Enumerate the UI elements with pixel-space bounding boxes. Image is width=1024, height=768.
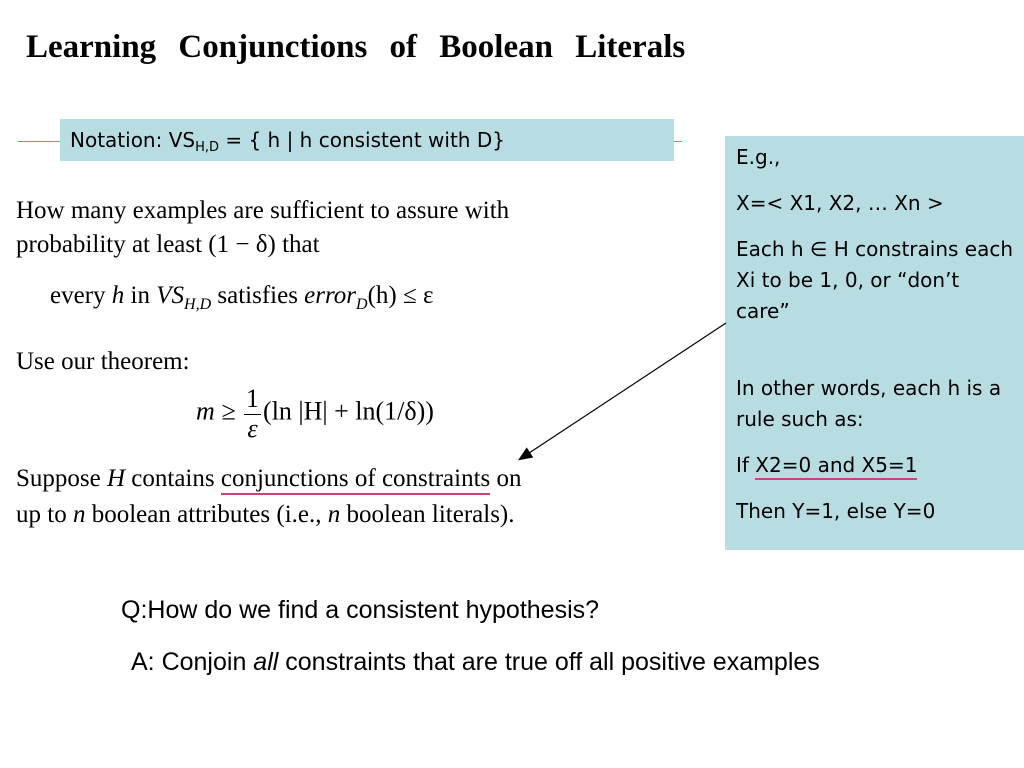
answer-prefix: A: Conjoin (131, 648, 254, 676)
error-symbol: error (304, 282, 357, 309)
upto-text: up to (16, 501, 73, 528)
answer-suffix: constraints that are true off all positive examples (278, 648, 820, 676)
notation-suffix: = { h | h consistent with D} (219, 128, 505, 152)
H-symbol: H (106, 465, 126, 492)
arrow-line (520, 323, 726, 459)
suppose-word: Suppose (16, 465, 107, 492)
x-definition: X=< X1, X2, … Xn > (736, 191, 944, 215)
vs-subscript: H,D (184, 296, 212, 313)
fraction-numerator: 1 (246, 384, 260, 413)
satisfies-text: satisfies (211, 282, 305, 309)
h-symbol: h (111, 282, 125, 309)
contains-word: contains (125, 465, 221, 492)
slide-title: Learning Conjunctions of Boolean Literals (26, 29, 686, 65)
question-q: Q:How do we find a consistent hypothesis? (121, 596, 600, 624)
error-bound: (h) ≤ ε (367, 282, 434, 309)
question-line-2: probability at least (1 − δ) that (16, 231, 320, 258)
literals-text: boolean literals). (340, 501, 515, 528)
error-subscript: D (356, 296, 368, 313)
vs-symbol: VS (156, 282, 185, 309)
if-condition: X2=0 and X5=1 (755, 453, 917, 480)
notation-subscript: H,D (195, 140, 219, 155)
then-line: Then Y=1, else Y=0 (736, 499, 936, 523)
question-line-1: How many examples are sufficient to assure with (16, 197, 510, 224)
on-word: on (490, 465, 522, 492)
formula-rhs: (ln |H| + ln(1/δ)) (263, 396, 434, 426)
every-text: every (50, 282, 112, 309)
answer-a (131, 648, 820, 677)
fraction-denominator: ε (247, 414, 258, 443)
notation-prefix: Notation: VS (70, 128, 196, 152)
rule-description: In other words, each h is a rule such as: (736, 376, 1002, 431)
in-text: in (124, 282, 157, 309)
use-theorem: Use our theorem: (16, 348, 190, 375)
constraint-description: Each h ∈ H constrains each Xi to be 1, 0, or “don’t care” (736, 237, 1014, 323)
n-symbol-1: n (72, 501, 86, 528)
if-word: If (736, 453, 756, 477)
eg-label: E.g., (736, 145, 781, 169)
formula-lhs: m ≥ (196, 396, 243, 426)
attributes-text: boolean attributes (i.e., (85, 501, 328, 528)
conjunctions-phrase: conjunctions of constraints (221, 465, 490, 495)
n-symbol-2: n (327, 501, 341, 528)
answer-emphasis: all (253, 648, 279, 676)
